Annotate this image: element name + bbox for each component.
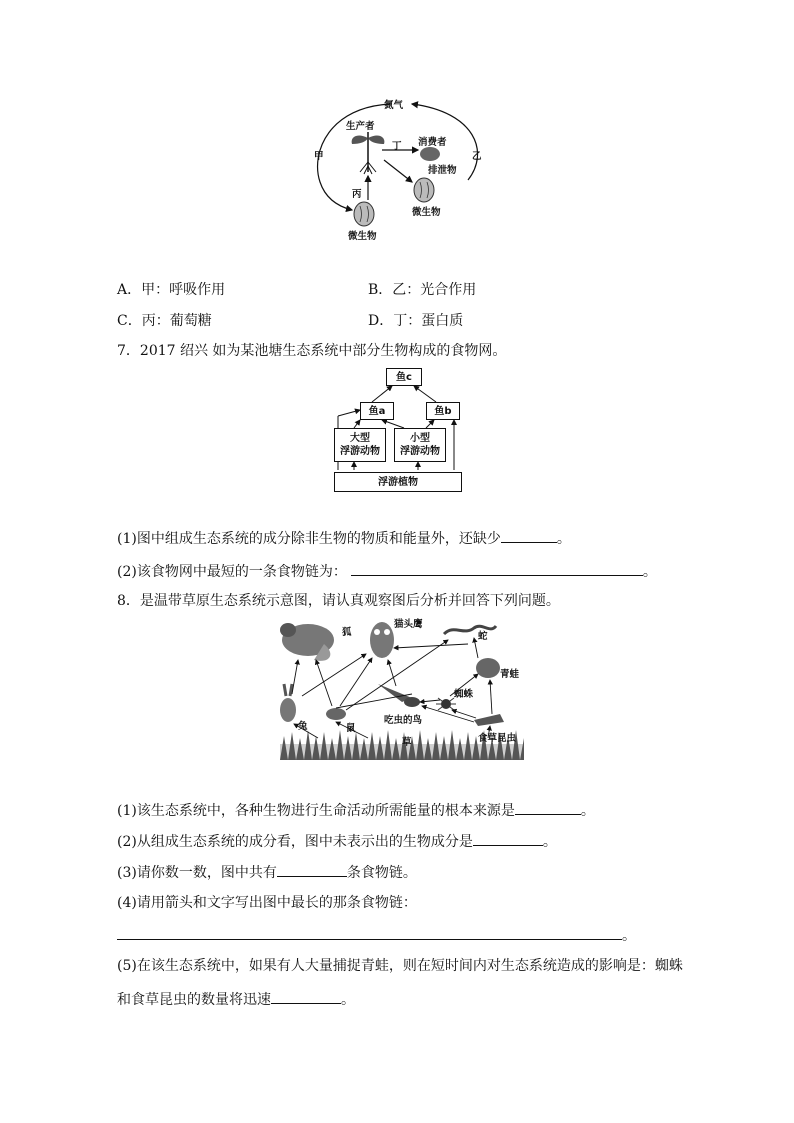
q7-sub2-blank[interactable] [351, 561, 643, 576]
label-snake: 蛇 [478, 631, 488, 642]
q7-sub1-end: 。 [556, 531, 571, 547]
microbe-left-icon [354, 202, 374, 226]
q8-sub5-blank[interactable] [271, 989, 341, 1004]
option-b: B．乙：光合作用 [368, 282, 477, 298]
q8-sub2-blank[interactable] [473, 831, 543, 846]
plant-icon [352, 132, 385, 174]
label-grass: 草 [402, 737, 412, 748]
large-zoo-line1: 大型 [350, 433, 370, 444]
node-phytoplankton: 浮游植物 [334, 472, 462, 492]
q8-sub1-end: 。 [580, 803, 595, 819]
microbe-right-icon [414, 178, 434, 202]
label-producer: 生产者 [346, 121, 375, 132]
q7-sub1 [117, 528, 571, 549]
option-d: D．丁：蛋白质 [368, 313, 464, 329]
q8-sub4: (4)请用箭头和文字写出图中最长的那条食物链： [117, 895, 417, 911]
label-excreta: 排泄物 [428, 165, 457, 176]
q8-sub4-end: 。 [622, 928, 636, 944]
option-c: C．丙：葡萄糖 [117, 313, 212, 329]
mouse-icon [326, 708, 346, 720]
q8-sub2 [117, 831, 557, 852]
q8-sub5-end: 。 [341, 992, 355, 1008]
label-jia: 甲 [314, 151, 324, 162]
node-fish-b: 鱼b [426, 402, 460, 420]
q8-sub5-line2 [117, 989, 355, 1010]
owl-icon [370, 622, 394, 658]
insect-icon [474, 714, 504, 726]
label-consumer: 消费者 [418, 137, 447, 148]
bird-icon [378, 684, 420, 707]
q8-sub3-blank[interactable] [277, 862, 347, 877]
label-spider: 蜘蛛 [454, 689, 474, 700]
node-large-zooplankton [334, 428, 386, 462]
label-yi: 乙 [472, 151, 482, 162]
large-zoo-line2: 浮游动物 [340, 446, 380, 457]
label-microbe-right: 微生物 [412, 207, 441, 218]
q8-sub4-answer-line [117, 925, 636, 946]
q8-sub3-text: (3)请你数一数，图中共有 [117, 865, 277, 881]
label-ding: 丁 [392, 141, 402, 152]
pond-food-web [330, 364, 466, 494]
q8-sub3 [117, 862, 417, 883]
q8-sub5-text: 和食草昆虫的数量将迅速 [117, 992, 271, 1008]
label-bing: 丙 [352, 189, 362, 200]
consumer-animal-icon [420, 147, 440, 161]
rabbit-icon [280, 684, 296, 722]
q8-sub4-blank[interactable] [117, 925, 622, 940]
small-zoo-line2: 浮游动物 [400, 446, 440, 457]
q8-stem: 8．是温带草原生态系统示意图，请认真观察图后分析并回答下列问题。 [117, 593, 560, 609]
node-fish-a: 鱼a [360, 402, 394, 420]
q8-sub1-text: (1)该生态系统中，各种生物进行生命活动所需能量的根本来源是 [117, 803, 515, 819]
label-owl: 猫头鹰 [394, 619, 423, 630]
q8-sub2-end: 。 [542, 834, 557, 850]
q8-sub2-text: (2)从组成生态系统的成分看，图中未表示出的生物成分是 [117, 834, 473, 850]
label-microbe-left: 微生物 [348, 231, 377, 242]
cycle-arrows [300, 92, 500, 242]
label-fox: 狐 [342, 627, 352, 638]
q7-sub1-blank[interactable] [501, 528, 557, 543]
node-small-zooplankton [394, 428, 446, 462]
grassland-ecosystem-diagram [278, 614, 526, 764]
q7-sub2-text: (2)该食物网中最短的一条食物链为： [117, 564, 347, 580]
q7-sub2-end: 。 [642, 564, 657, 580]
nitrogen-cycle-diagram [300, 92, 500, 242]
snake-icon [444, 626, 496, 634]
option-a: A．甲：呼吸作用 [117, 282, 226, 298]
small-zoo-line1: 小型 [410, 433, 430, 444]
label-insect: 食草昆虫 [478, 733, 517, 744]
label-nitrogen: 氮气 [384, 100, 404, 111]
q7-sub1-text: (1)图中组成生态系统的成分除非生物的物质和能量外，还缺少 [117, 531, 501, 547]
label-frog: 青蛙 [500, 669, 520, 680]
q8-sub3-end: 条食物链。 [346, 865, 417, 881]
label-bird: 吃虫的鸟 [384, 715, 423, 726]
label-rabbit: 兔 [298, 721, 308, 732]
node-fish-c: 鱼c [386, 368, 422, 386]
fox-icon [280, 623, 334, 661]
label-mouse: 鼠 [346, 723, 356, 734]
q8-sub5-line1: (5)在该生态系统中，如果有人大量捕捉青蛙，则在短时间内对生态系统造成的影响是：蜘蛛 [117, 958, 683, 974]
q7-sub2 [117, 561, 657, 582]
q8-sub1 [117, 800, 595, 821]
q7-stem: 7．2017 绍兴 如为某池塘生态系统中部分生物构成的食物网。 [117, 343, 507, 359]
frog-icon [476, 658, 500, 678]
q8-sub1-blank[interactable] [515, 800, 581, 815]
